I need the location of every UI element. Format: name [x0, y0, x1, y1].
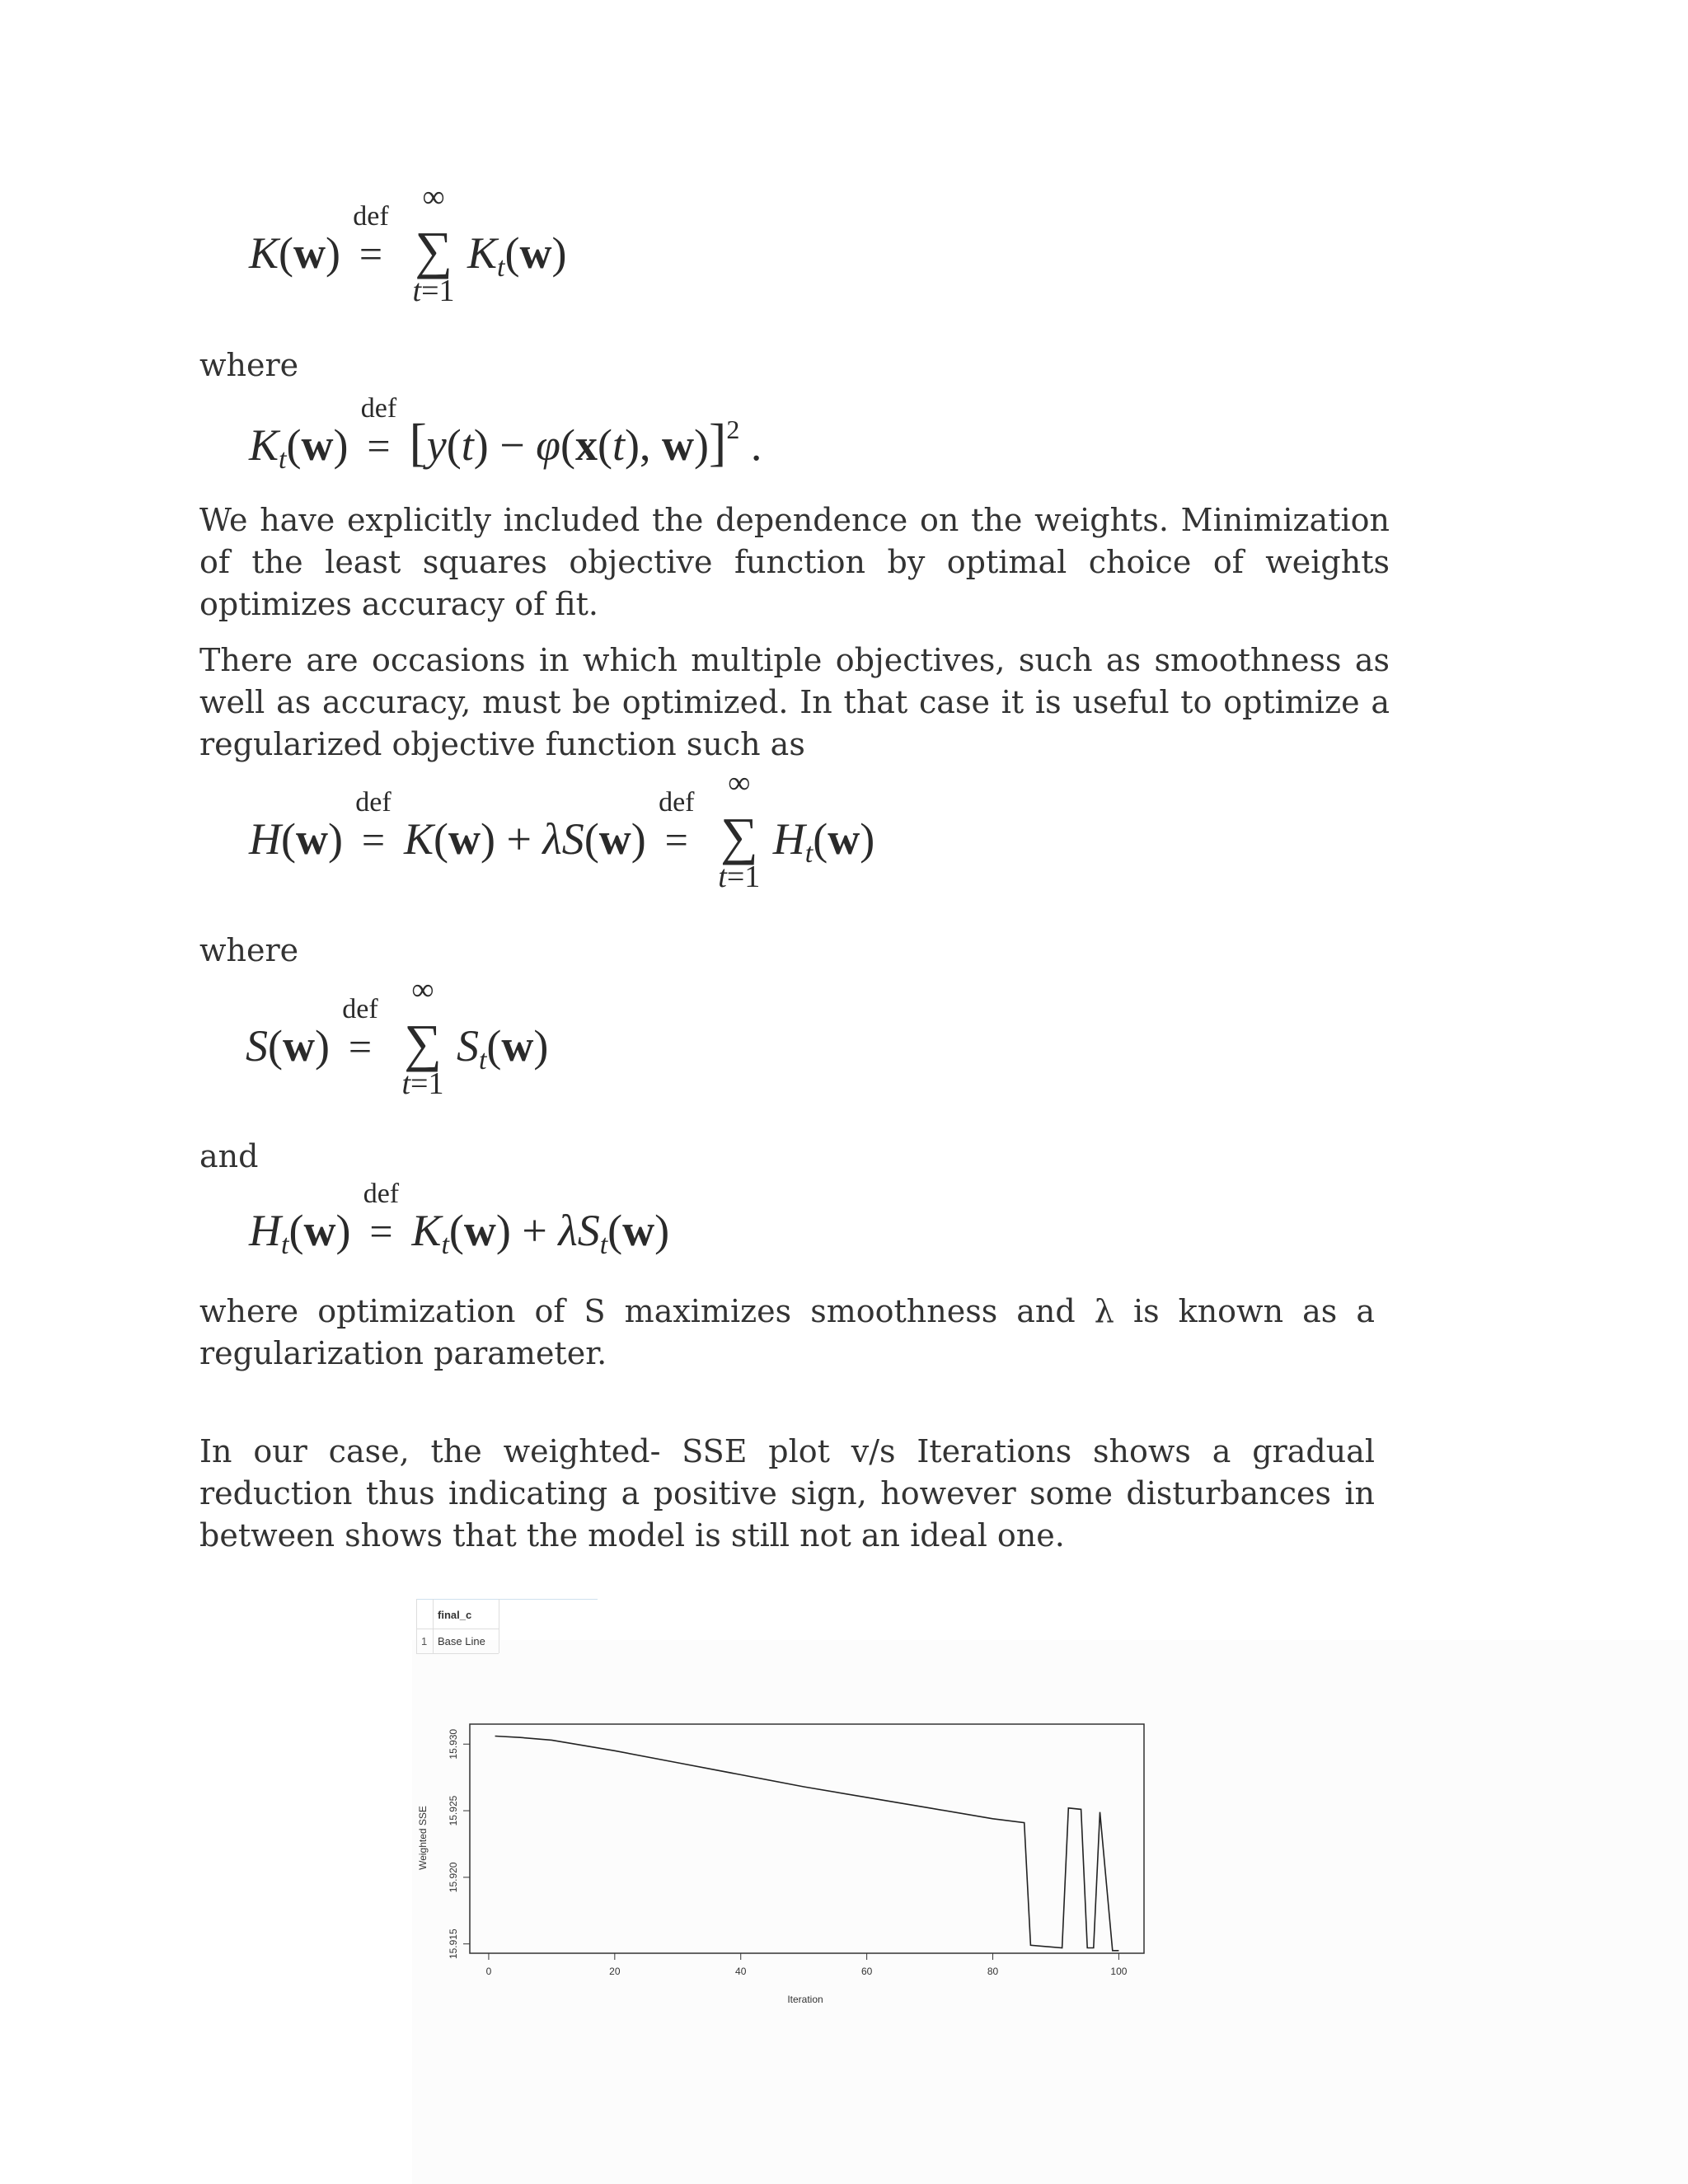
paragraph-2: There are occasions in which multiple objectives, such as smoothness as well as accuracy, must be optimized. In that case it is useful to optimize a regularized objective function such as: [199, 642, 1390, 762]
paragraph-3: where optimization of S maximizes smoothness and λ is known as a regularization parameter.: [199, 1293, 1375, 1371]
table-row-value: Base Line: [438, 1635, 485, 1647]
x-axis-label: Iteration: [787, 1994, 823, 2005]
equation-1: K(w) def = ∞ ∑ t=1 Kt(w): [249, 180, 567, 308]
paragraph-4: In our case, the weighted- SSE plot v/s Iterations shows a gradual reduction thus indicating a positive sign, however some disturbances in between shows that the model is still not an ideal one.: [199, 1433, 1375, 1554]
y-axis: [448, 1729, 470, 1959]
x-tick-label: 60: [860, 1966, 873, 1977]
equation-2: Kt(w) def = [y(t) − φ(x(t), w)]$^2$ .: [249, 393, 762, 475]
y-tick-label: 15.915: [448, 1929, 459, 1960]
equation-4: S(w) def = ∞ ∑ t=1 St(w): [246, 972, 549, 1101]
x-axis: [486, 1953, 1128, 1977]
table-row-number: 1: [421, 1635, 428, 1647]
where-text-2: where: [199, 932, 299, 968]
and-text: and: [199, 1138, 259, 1174]
x-tick-label: 80: [987, 1966, 999, 1977]
y-tick-label: 15.925: [448, 1795, 459, 1826]
weighted-sse-chart: [412, 1714, 1154, 2011]
table-header: final_c: [438, 1609, 472, 1621]
y-axis-label: Weighted SSE: [417, 1806, 429, 1870]
x-tick-label: 20: [609, 1966, 621, 1977]
equation-5: Ht(w) def = Kt(w) + λSt(w): [249, 1179, 670, 1260]
x-tick-label: 40: [735, 1966, 747, 1977]
x-tick-label: 100: [1110, 1966, 1128, 1977]
plot-frame: [470, 1724, 1144, 1953]
series-line: [495, 1736, 1119, 1951]
y-tick-label: 15.930: [448, 1728, 459, 1760]
series-group: [495, 1736, 1119, 1951]
y-tick-label: 15.920: [448, 1862, 459, 1893]
equation-3: H(w) def = K(w) + λS(w) def = ∞ ∑ t=1 Ht(w): [249, 766, 875, 894]
where-text-1: where: [199, 347, 299, 383]
paragraph-1: We have explicitly included the dependence on the weights. Minimization of the least squares objective function by optimal choice of weights optimizes accuracy of fit.: [199, 502, 1390, 622]
x-tick-label: 0: [485, 1966, 492, 1977]
